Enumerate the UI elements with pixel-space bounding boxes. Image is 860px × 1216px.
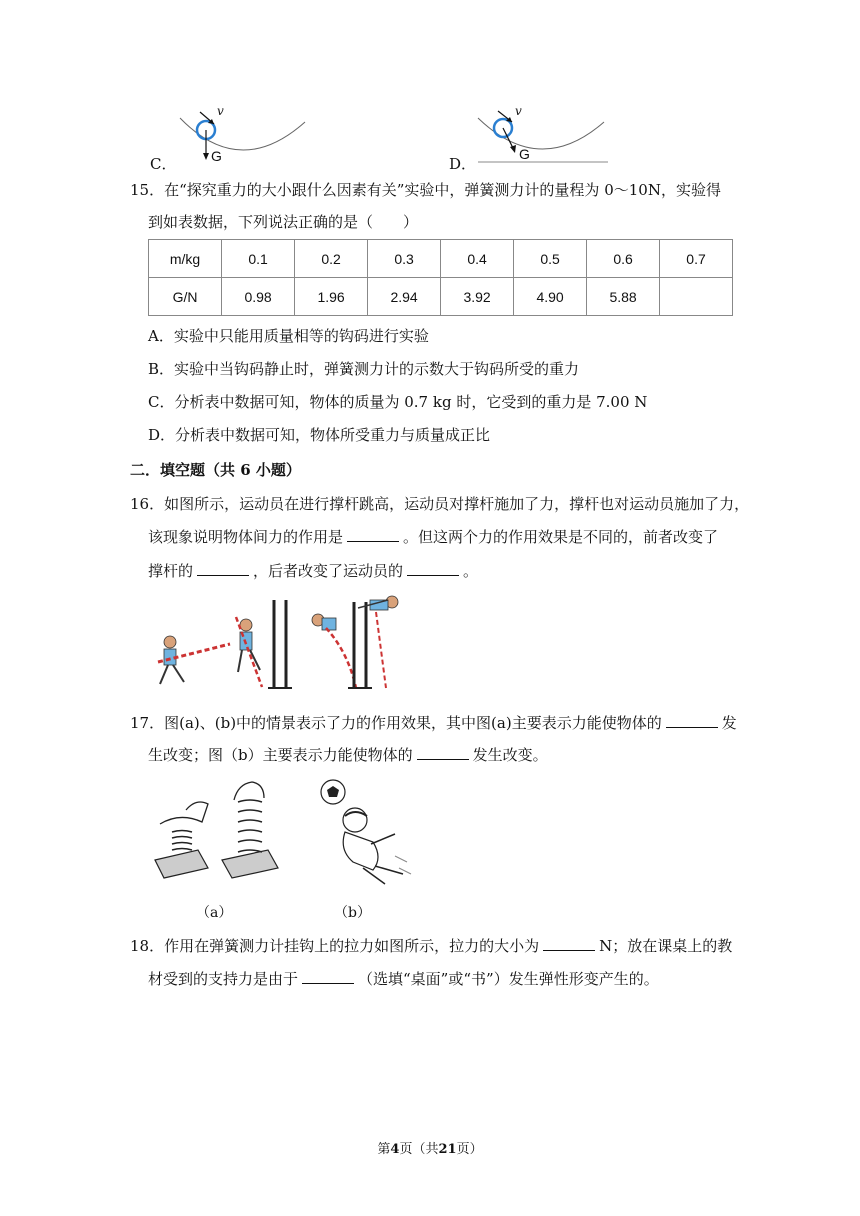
q17-text: 发 [721,714,737,732]
table-row-mass [149,240,733,278]
caption-a: （a） [196,905,233,921]
option-d-label: D． [449,155,477,173]
q18-line2 [148,968,659,989]
q17-text: 生改变；图（b）主要表示力能使物体的 [148,746,413,764]
figure-b-soccer [315,776,425,891]
total-pages: 21 [438,1142,457,1157]
q18-text: 材受到的支持力是由于 [148,970,299,988]
pole-vault-illustration [150,592,430,692]
table-cell: 3.92 [441,278,514,316]
q18-text: N；放在课桌上的教 [599,937,733,955]
answer-blank[interactable] [197,560,249,576]
figure-a-springs [150,780,290,895]
q18-text: 18．作用在弹簧测力计挂钩上的拉力如图所示，拉力的大小为 [130,937,540,955]
table-header-mass: m/kg [149,240,222,278]
table-cell [660,278,733,316]
table-cell: 5.88 [587,278,660,316]
section-title: 二．填空题（共 6 小题） [130,461,301,479]
footer-text: 页（共 [399,1142,439,1157]
pole-vault-drawing [150,592,430,692]
option-c-label: C． [150,155,177,173]
answer-blank[interactable] [347,526,399,542]
page-footer [0,1138,860,1157]
q16-line3 [148,560,478,581]
page-number: 4 [390,1142,400,1157]
q16-text: 。 [463,562,479,580]
table-cell: 0.5 [514,240,587,278]
table-cell: 0.6 [587,240,660,278]
table-cell: 1.96 [295,278,368,316]
q17-line1 [130,712,737,733]
answer-blank[interactable] [666,712,718,728]
track-curve-d-diagram [470,100,620,170]
q16-text: 撑杆的 [148,562,194,580]
table-cell: 0.3 [368,240,441,278]
velocity-label-d: v [515,104,522,118]
soccer-header-drawing [315,776,425,891]
q17-line2 [148,744,548,765]
q15-option-b: B．实验中当钩码静止时，弹簧测力计的示数大于钩码所受的重力 [148,360,580,378]
table-cell: 0.7 [660,240,733,278]
spring-compression-drawing [150,780,290,895]
q16-line1: 16．如图所示，运动员在进行撑杆跳高，运动员对撑杆施加了力，撑杆也对运动员施加了力， [130,495,750,513]
q18-line1 [130,935,732,956]
q16-text: 该现象说明物体间力的作用是 [148,528,344,546]
velocity-label-c: v [217,104,224,118]
q15-stem-line1: 15．在“探究重力的大小跟什么因素有关”实验中，弹簧测力计的量程为 0～10N，实验得 [130,181,721,199]
gravity-label-c: G [211,148,222,164]
answer-blank[interactable] [407,560,459,576]
caption-b: （b） [334,905,371,921]
track-curve-c-diagram [170,100,320,170]
q15-data-table [148,239,733,316]
footer-text: 第 [377,1142,391,1157]
q17-text: 17．图(a)、(b)中的情景表示了力的作用效果，其中图(a)主要表示力能使物体的 [130,714,662,732]
table-cell: 4.90 [514,278,587,316]
q15-option-a: A．实验中只能用质量相等的钩码进行实验 [148,327,429,345]
table-header-gravity: G/N [149,278,222,316]
table-cell: 2.94 [368,278,441,316]
table-cell: 0.4 [441,240,514,278]
q18-text: （选填“桌面”或“书”）发生弹性形变产生的。 [358,970,659,988]
figure-option-c [170,100,320,170]
q15-stem-line2: 到如表数据，下列说法正确的是（ ） [148,213,419,231]
q17-text: 发生改变。 [472,746,548,764]
table-row-gravity [149,278,733,316]
q16-line2 [148,526,718,547]
answer-blank[interactable] [417,744,469,760]
figure-option-d [470,100,620,170]
answer-blank[interactable] [543,935,595,951]
q15-option-d: D．分析表中数据可知，物体所受重力与质量成正比 [148,426,491,444]
q16-text: 。但这两个力的作用效果是不同的，前者改变了 [403,528,719,546]
answer-blank[interactable] [302,968,354,984]
q16-text: ，后者改变了运动员的 [253,562,404,580]
table-cell: 0.2 [295,240,368,278]
table-cell: 0.1 [222,240,295,278]
q15-option-c: C．分析表中数据可知，物体的质量为 0.7 kg 时，它受到的重力是 7.00 N [148,393,648,411]
footer-text: 页） [456,1142,483,1157]
table-cell: 0.98 [222,278,295,316]
gravity-label-d: G [519,146,530,162]
